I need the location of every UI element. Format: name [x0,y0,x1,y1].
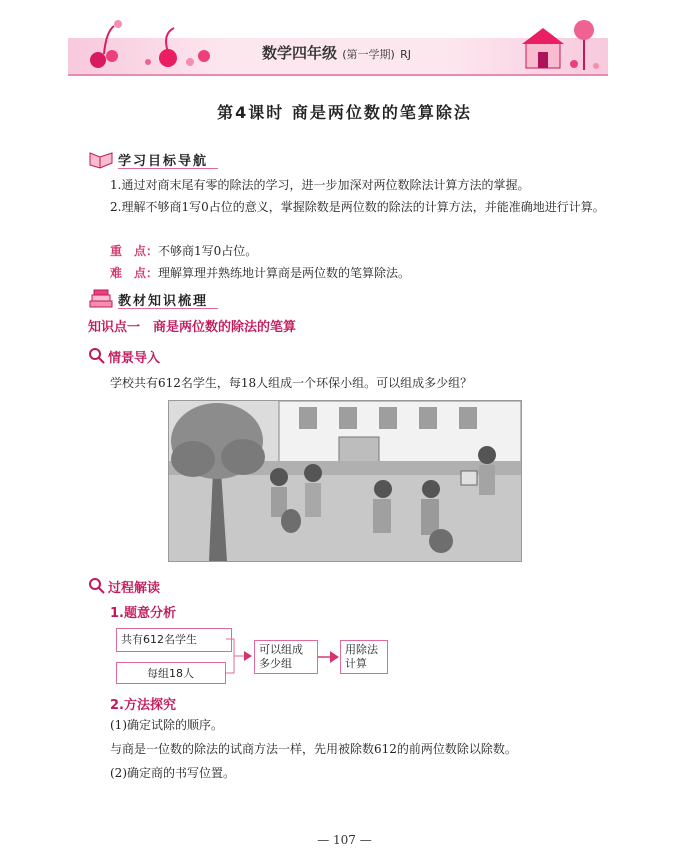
book-icon [88,149,114,169]
page-number: — 107 — [317,833,372,847]
step2-title: 2.方法探究 [110,698,176,713]
box-each: 每组18人 [116,662,226,684]
process-label: 过程解读 [108,581,161,596]
header-title [262,42,411,63]
goals-section-label: 学习目标导航 [118,154,209,169]
goal-2: 2.理解不够商1写0占位的意义，掌握除数是两位数的除法的计算方法，并能准确地进行计算。 [110,200,605,214]
key-point-line [110,240,620,262]
key-point-label: 重 点： [110,244,159,258]
box-groups: 可以组成多少组 [254,640,318,674]
books-stack-icon [88,289,114,309]
goal-1: 1.通过对商末尾有零的除法的学习，进一步加深对两位数除法计算方法的掌握。 [110,178,530,192]
page-header [68,12,608,72]
knowledge-point-title: 知识点一 商是两位数的除法的笔算 [88,320,297,335]
key-point-text: 不够商1写0占位。 [158,244,258,258]
arrow-right-icon [318,650,340,664]
goals-underline [118,168,218,169]
lesson-title: 第4课时 商是两位数的笔算除法 [217,103,472,122]
sub-step-1: (1)确定试除的顺序。 [110,718,223,732]
box-total: 共有612名学生 [116,628,232,652]
difficulty-text: 理解算理并熟练地计算商是两位数的笔算除法。 [158,266,411,280]
intro-label: 情景导入 [108,351,161,366]
house-decoration-icon [508,12,608,74]
header-book-title: 数学四年级 [262,44,338,62]
flower-decoration-icon [78,12,228,72]
scene-illustration [168,400,522,562]
difficulty-line [110,262,620,284]
magnifier-icon [88,347,106,365]
magnifier-icon [88,577,106,595]
difficulty-label: 难 点： [110,266,159,280]
header-semester: (第一学期) [342,48,395,61]
sub-step-2: (2)确定商的书写位置。 [110,766,235,780]
step1-title: 1.题意分析 [110,606,176,621]
knowledge-section-label: 教材知识梳理 [118,294,209,309]
method-line: 与商是一位数的除法的试商方法一样，先用被除数612的前两位数除以除数。 [110,742,517,756]
header-edition: RJ [400,48,411,61]
box-method: 用除法计算 [340,640,388,674]
intro-question: 学校共有612名学生，每18人组成一个环保小组。可以组成多少组？ [110,376,473,390]
knowledge-underline [118,308,218,309]
